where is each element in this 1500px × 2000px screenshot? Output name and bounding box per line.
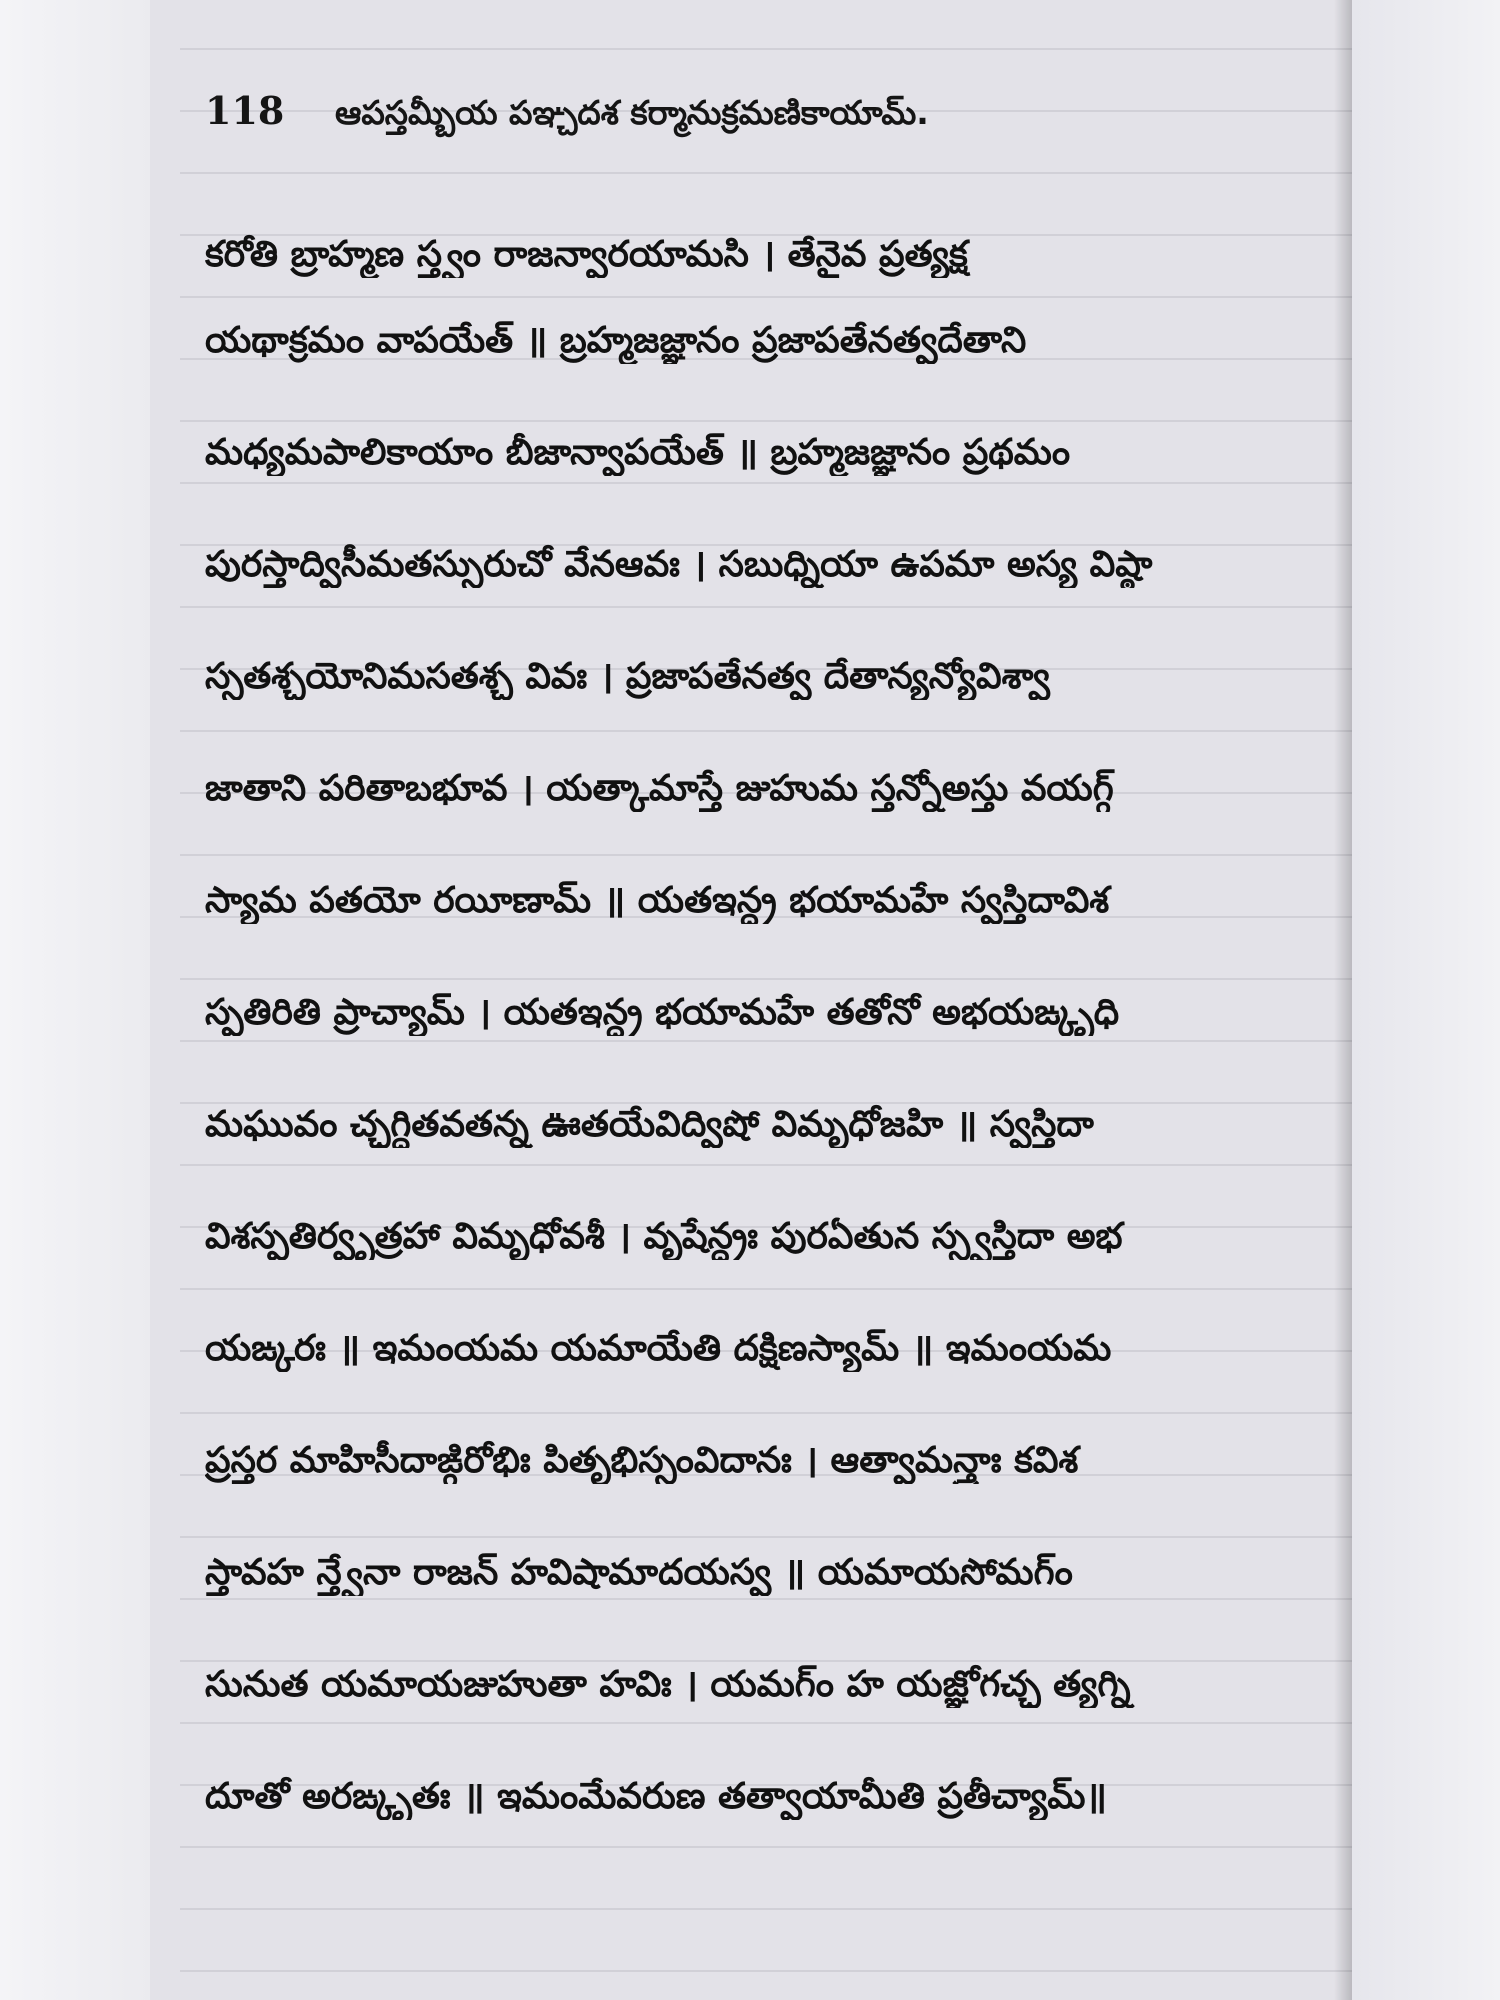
text-line: కరోతి బ్రాహ్మణ స్త్వం రాజన్వారయామసి । తేనైవ ప్రత్యక్ష — [205, 234, 968, 275]
text-line: సునుత యమాయజుహుతా హవిః । యమగ్ం హ యజ్ఞోగచ్ఛ త్యగ్ని — [205, 1664, 1131, 1705]
running-title: ఆపస్తమ్బీయ పఞ్చదశ కర్మానుక్రమణికాయామ్. — [335, 93, 929, 132]
text-line: విశస్పతిర్వృత్రహా విమృధోవశీ । వృషేన్ద్రః పురఏతున స్స్వస్తిదా అభ — [205, 1216, 1123, 1257]
text-line: జాతాని పరితాబభూవ । యత్కామాస్తే జుహుమ స్తన్నోఅస్తు వయగ్గ్ — [205, 768, 1114, 809]
text-line: స్యామ పతయో రయీణామ్ ॥ యతఇన్ద్ర భయామహే స్వస్తిదావిశ — [205, 880, 1110, 921]
page-number: 118 — [205, 88, 285, 133]
text-line: ప్రస్తర మాహిసీదాఙ్గిరోభిః పితృభిస్సంవిదానః । ఆత్వామన్త్రాః కవిశ — [205, 1440, 1079, 1481]
book-page — [150, 0, 1352, 2000]
text-line: మధ్యమపాలికాయాం బీజాన్వాపయేత్ ॥ బ్రహ్మజజ్ఞానం ప్రథమం — [205, 432, 1071, 473]
left-margin — [0, 0, 150, 2000]
text-line: స్పతిరితి ప్రాచ్యామ్ । యతఇన్ద్ర భయామహే తతోనో అభయఙ్కృధి — [205, 992, 1120, 1033]
right-margin — [1352, 0, 1500, 2000]
text-line: స్సతశ్చయోనిమసతశ్చ వివః । ప్రజాపతేనత్వ దేతాన్యన్యోవిశ్వా — [205, 656, 1050, 697]
page-header — [205, 88, 1325, 138]
text-line: యఙ్కరః ॥ ఇమంయమ యమాయేతి దక్షిణస్యామ్ ॥ ఇమంయమ — [205, 1328, 1112, 1369]
body-text — [205, 232, 1352, 1886]
text-line: దూతో అరఙ్కృతః ॥ ఇమంమేవరుణ తత్వాయామీతి ప్రతీచ్యామ్॥ — [205, 1776, 1107, 1817]
page-edge-shadow — [1334, 0, 1352, 2000]
text-line: పురస్తాద్విసీమతస్సురుచో వేనఆవః । సబుధ్నియా ఉపమా అస్య విష్ఠా — [205, 544, 1153, 585]
text-line: స్తావహ న్త్వేనా రాజన్ హవిషామాదయస్వ ॥ యమాయసోమగ్ం — [205, 1552, 1073, 1593]
text-line: యథాక్రమం వాపయేత్ ॥ బ్రహ్మజజ్ఞానం ప్రజాపతేనత్వదేతాని — [205, 320, 1027, 361]
text-line: మఘువం చ్ఛగ్ధితవతన్న ఊతయేవిద్విషో విమృధోజహి ॥ స్వస్తిదా — [205, 1104, 1094, 1145]
